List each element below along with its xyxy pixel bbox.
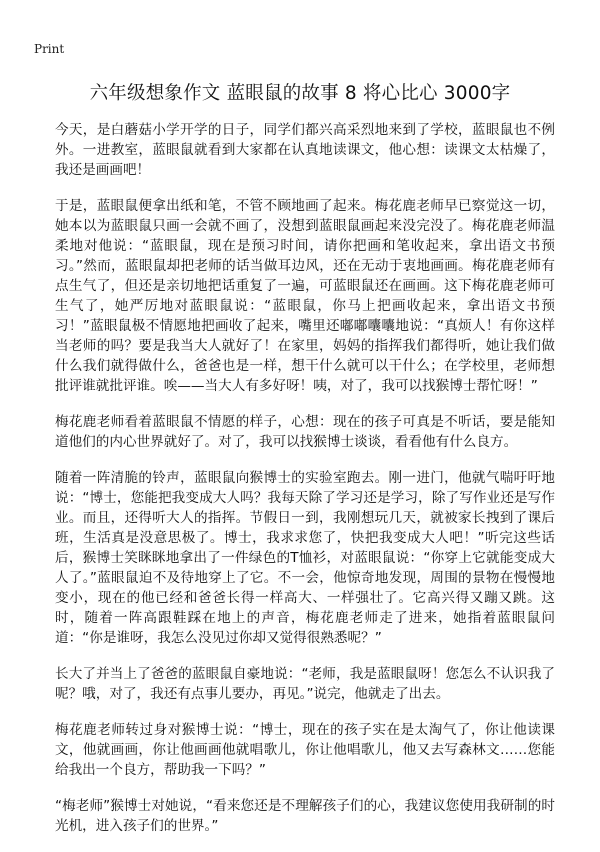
paragraph: 梅花鹿老师转过身对猴博士说：“博士，现在的孩子实在是太淘气了，你让他读课文，他就画画，你让他画画他就唱歌儿，你让他唱歌儿，他又去写森林文……您能给我出一个良方，帮助我一下吗？” xyxy=(55,722,555,778)
paragraph: 长大了并当上了爸爸的蓝眼鼠自豪地说：“老师，我是蓝眼鼠呀！您怎么不认识我了呢？哦，对了，我还有点事儿要办，再见。”说完，他就走了出去。 xyxy=(55,666,555,702)
paragraph: “梅老师”猴博士对她说，“看来您还是不理解孩子们的心，我建议您使用我研制的时光机，进入孩子们的世界。” xyxy=(55,798,555,834)
page-title: 六年级想象作文 蓝眼鼠的故事 8 将心比心 3000字 xyxy=(89,83,511,104)
paragraph: 梅花鹿老师看着蓝眼鼠不情愿的样子，心想：现在的孩子可真是不听话，要是能知道他们的内心世界就好了。对了，我可以找猴博士谈谈，看看他有什么良方。 xyxy=(55,414,555,450)
paragraph: 于是，蓝眼鼠便拿出纸和笔，不管不顾地画了起来。梅花鹿老师早已察觉这一切，她本以为蓝眼鼠只画一会就不画了，没想到蓝眼鼠画起来没完没了。梅花鹿老师温柔地对他说：“蓝眼鼠，现在是预习时间，请你把画和笔收起来，拿出语文书预习。”然而，蓝眼鼠却把老师的话当做耳边风，还在无动于衷地画画。梅花鹿老师有点生气了，但还是亲切地把话重复了一遍，可蓝眼鼠还在画画。这下梅花鹿老师可生气了，她严厉地对蓝眼鼠说：“蓝眼鼠，你马上把画收起来，拿出语文书预习！”蓝眼鼠极不情愿地把画收了起来，嘴里还嘟嘟囔囔地说：“真烦人！有你这样当老师的吗？要是我当大人就好了！在家里，妈妈的指挥我们都得听，她让我们做什么我们就得做什么，爸爸也是一样，想干什么就可以干什么；在学校里，老师想批评谁就批评谁。唉——当大人有多好呀！咦，对了，我可以找猴博士帮忙呀！” xyxy=(55,198,555,394)
paragraph: 随着一阵清脆的铃声，蓝眼鼠向猴博士的实验室跑去。刚一进门，他就气喘吁吁地说：“博士，您能把我变成大人吗？我每天除了学习还是学习，除了写作业还是写作业。而且，还得听大人的指挥。节假日一到，我刚想玩几天，就被家长拽到了课后班，生活真是没意思极了。博士，我求求您了，快把我变成大人吧！”听完这些话后，猴博士笑眯眯地拿出了一件绿色的T恤衫，对蓝眼鼠说：“你穿上它就能变成大人了。”蓝眼鼠迫不及待地穿上了它。不一会，他惊奇地发现，周围的景物在慢慢地变小，现在的他已经和爸爸长得一样高大、一样强壮了。它高兴得又蹦又跳。这时，随着一阵高跟鞋踩在地上的声音，梅花鹿老师走了进来，她指着蓝眼鼠问道：“你是谁呀，我怎么没见过你却又觉得很熟悉呢？” xyxy=(55,470,555,646)
article-body xyxy=(55,120,555,852)
paragraph: 今天，是白蘑菇小学开学的日子，同学们都兴高采烈地来到了学校，蓝眼鼠也不例外。一进教室，蓝眼鼠就看到大家都在认真地读课文，他心想：读课文太枯燥了，我还是画画吧！ xyxy=(55,122,555,178)
print-link[interactable]: Print xyxy=(34,42,65,56)
